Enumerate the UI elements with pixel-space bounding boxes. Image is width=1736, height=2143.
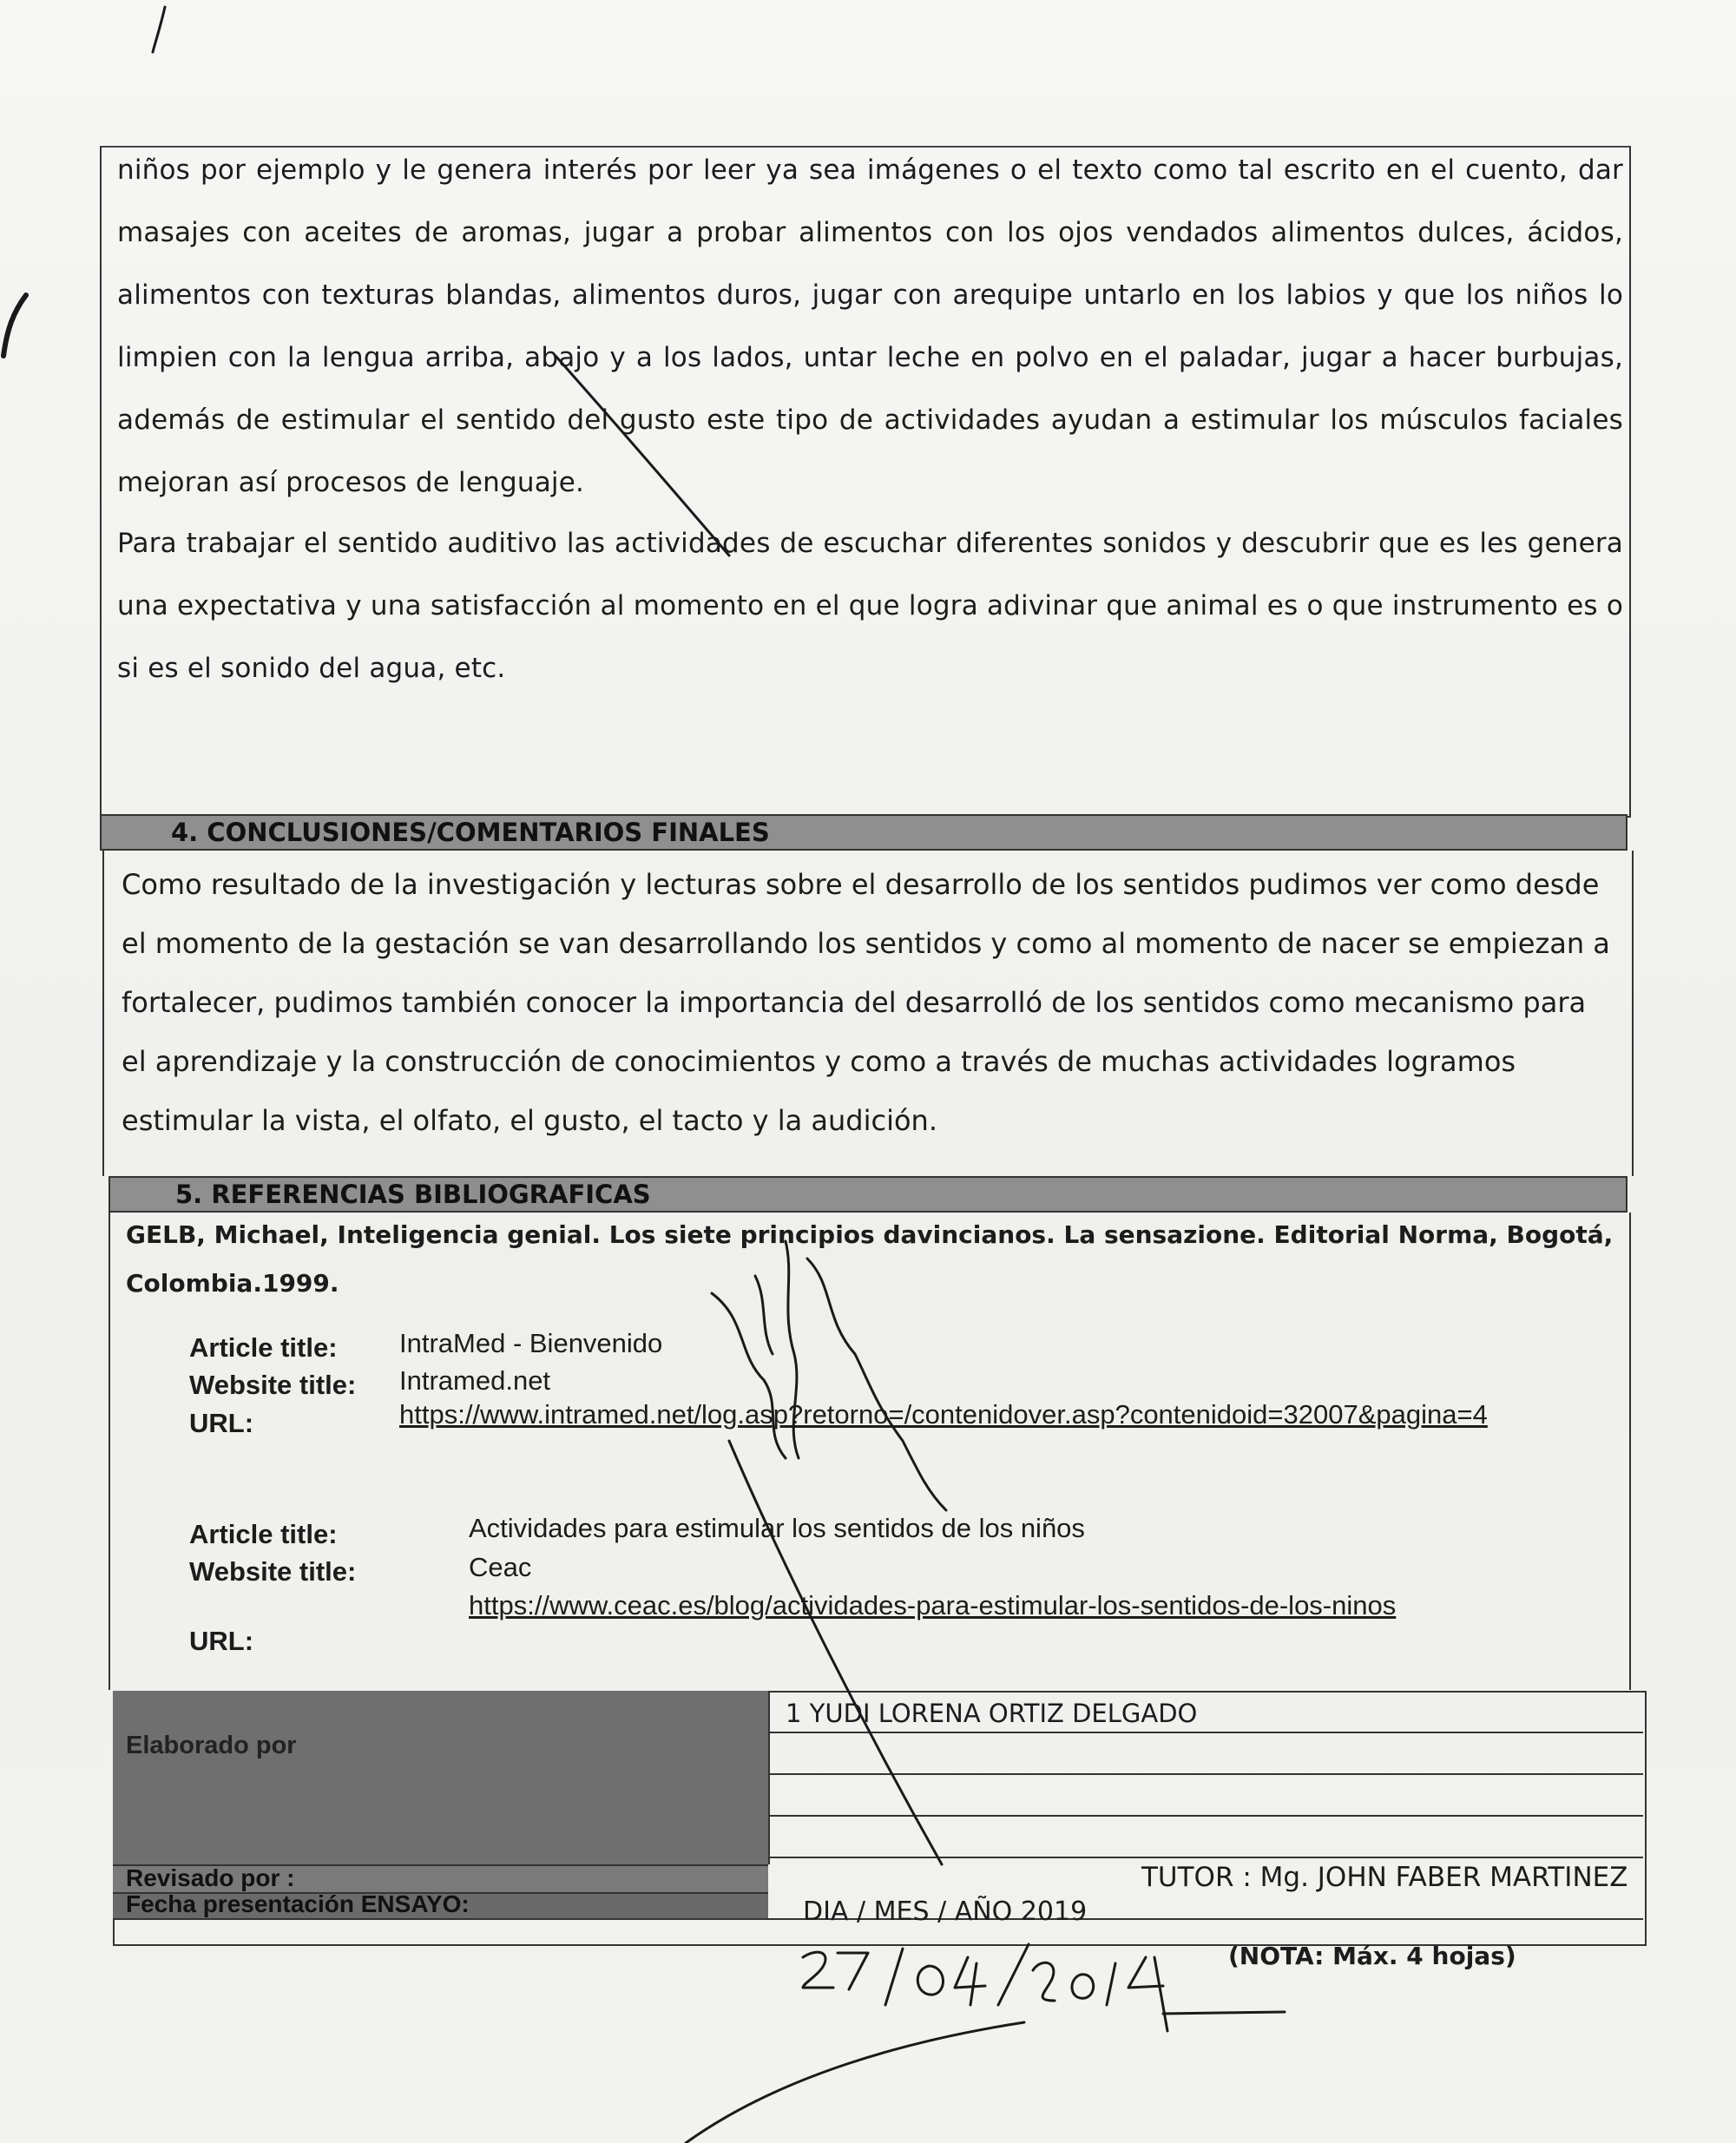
ref1-article-label: Article title: — [189, 1332, 338, 1363]
date-digit-2 — [803, 1952, 833, 1988]
tutor-name: TUTOR : Mg. JOHN FABER MARTINEZ — [1141, 1862, 1628, 1893]
ref1-url-link[interactable]: https://www.intramed.net/log.asp?retorno=/contenidover.asp?contenidoid=32007&pagina=4 — [399, 1399, 1488, 1430]
date-digit-7 — [838, 1953, 868, 1989]
ref2-website: Ceac — [469, 1552, 532, 1582]
date-digit-0 — [917, 1966, 943, 1995]
section5-heading: 5. REFERENCIAS BIBLIOGRAFICAS — [108, 1176, 1628, 1213]
date-underline — [1163, 2012, 1285, 2014]
date-digit-2 — [1033, 1962, 1055, 2001]
ref1-website-label: Website title: — [189, 1370, 357, 1400]
ref2-article: Actividades para estimular los sentidos de los niños — [469, 1513, 1085, 1543]
signature-stroke — [712, 1293, 786, 1458]
ref2-article-label: Article title: — [189, 1519, 338, 1549]
ref2-website-label: Website title: — [189, 1556, 357, 1587]
author-name: 1 YUDI LORENA ORTIZ DELGADO — [786, 1699, 1198, 1728]
signature-stroke — [807, 1259, 946, 1510]
ref1-url-label: URL: — [189, 1408, 254, 1438]
check-stroke — [556, 356, 729, 555]
revisado-label: Revisado por : — [126, 1864, 295, 1891]
section3-paragraph-1: niños por ejemplo y le genera interés por leer ya sea imágenes o el texto como tal escrito en el cuento, dar masajes con aceites de aromas, jugar a probar alimentos con los ojos vendados alimentos dulces, ácidos, alimentos con texturas blandas, alimentos duros, jugar con arequipe untarlo en los labios y que los niños lo limpien con la lengua arriba, abajo y a los lados, untar leche en polvo en el paladar, jugar a hacer burbujas, además de estimular el sentido del gusto este tipo de actividades ayudan a estimular los músculos faciales mejoran así procesos de lenguaje. — [117, 154, 1623, 498]
nota-max-hojas: (NOTA: Máx. 4 hojas) — [1228, 1942, 1516, 1970]
date-slash — [885, 1949, 903, 2005]
reference-book: GELB, Michael, Inteligencia genial. Los siete principios davincianos. La sensazione. Editorial Norma, Bogotá, Colombia.1999. — [126, 1220, 1614, 1298]
ref2-url-label: URL: — [189, 1626, 254, 1656]
corner-mark — [153, 7, 165, 52]
date-digit-4 — [955, 1957, 985, 2005]
section4-heading: 4. CONCLUSIONES/COMENTARIOS FINALES — [100, 814, 1628, 851]
date-digit-1 — [1107, 1963, 1115, 2005]
signature-stroke — [755, 1276, 773, 1354]
sweep-stroke — [686, 2022, 1024, 2143]
section3-paragraph-2: Para trabajar el sentido auditivo las actividades de escuchar diferentes sonidos y descubrir que es les genera una expectativa y una satisfacción al momento en el que logra adivinar que animal es o que instrumento es o si es el sonido del agua, etc. — [117, 528, 1623, 684]
check-stroke — [729, 1441, 942, 1864]
corner-mark — [3, 295, 26, 356]
section4-text: Como resultado de la investigación y lecturas sobre el desarrollo de los sentidos pudimos ver como desde el momento de la gestación se van desarrollando los sentidos y como al momento de nacer se empiezan a fortalecer, pudimos también conocer la importancia del desarrolló de los sentidos como mecanismo para el aprendizaje y la construcción de conocimientos y como a través de muchas actividades logramos estimular la vista, el olfato, el gusto, el tacto y la audición. — [122, 868, 1610, 1137]
fecha-label: Fecha presentación ENSAYO: — [126, 1890, 470, 1917]
fecha-fields: DIA / MES / AÑO 2019 — [803, 1896, 1088, 1927]
date-digit-0 — [1072, 1975, 1094, 1998]
ref1-article: IntraMed - Bienvenido — [399, 1328, 663, 1358]
ref2-url-link[interactable]: https://www.ceac.es/blog/actividades-para-estimular-los-sentidos-de-los-ninos — [469, 1590, 1397, 1620]
date-slash — [998, 1944, 1029, 2005]
elaborado-label: Elaborado por — [126, 1732, 297, 1759]
ref1-website: Intramed.net — [399, 1365, 551, 1396]
signature-stroke — [786, 1241, 799, 1458]
date-digit-9 — [1128, 1957, 1167, 2031]
